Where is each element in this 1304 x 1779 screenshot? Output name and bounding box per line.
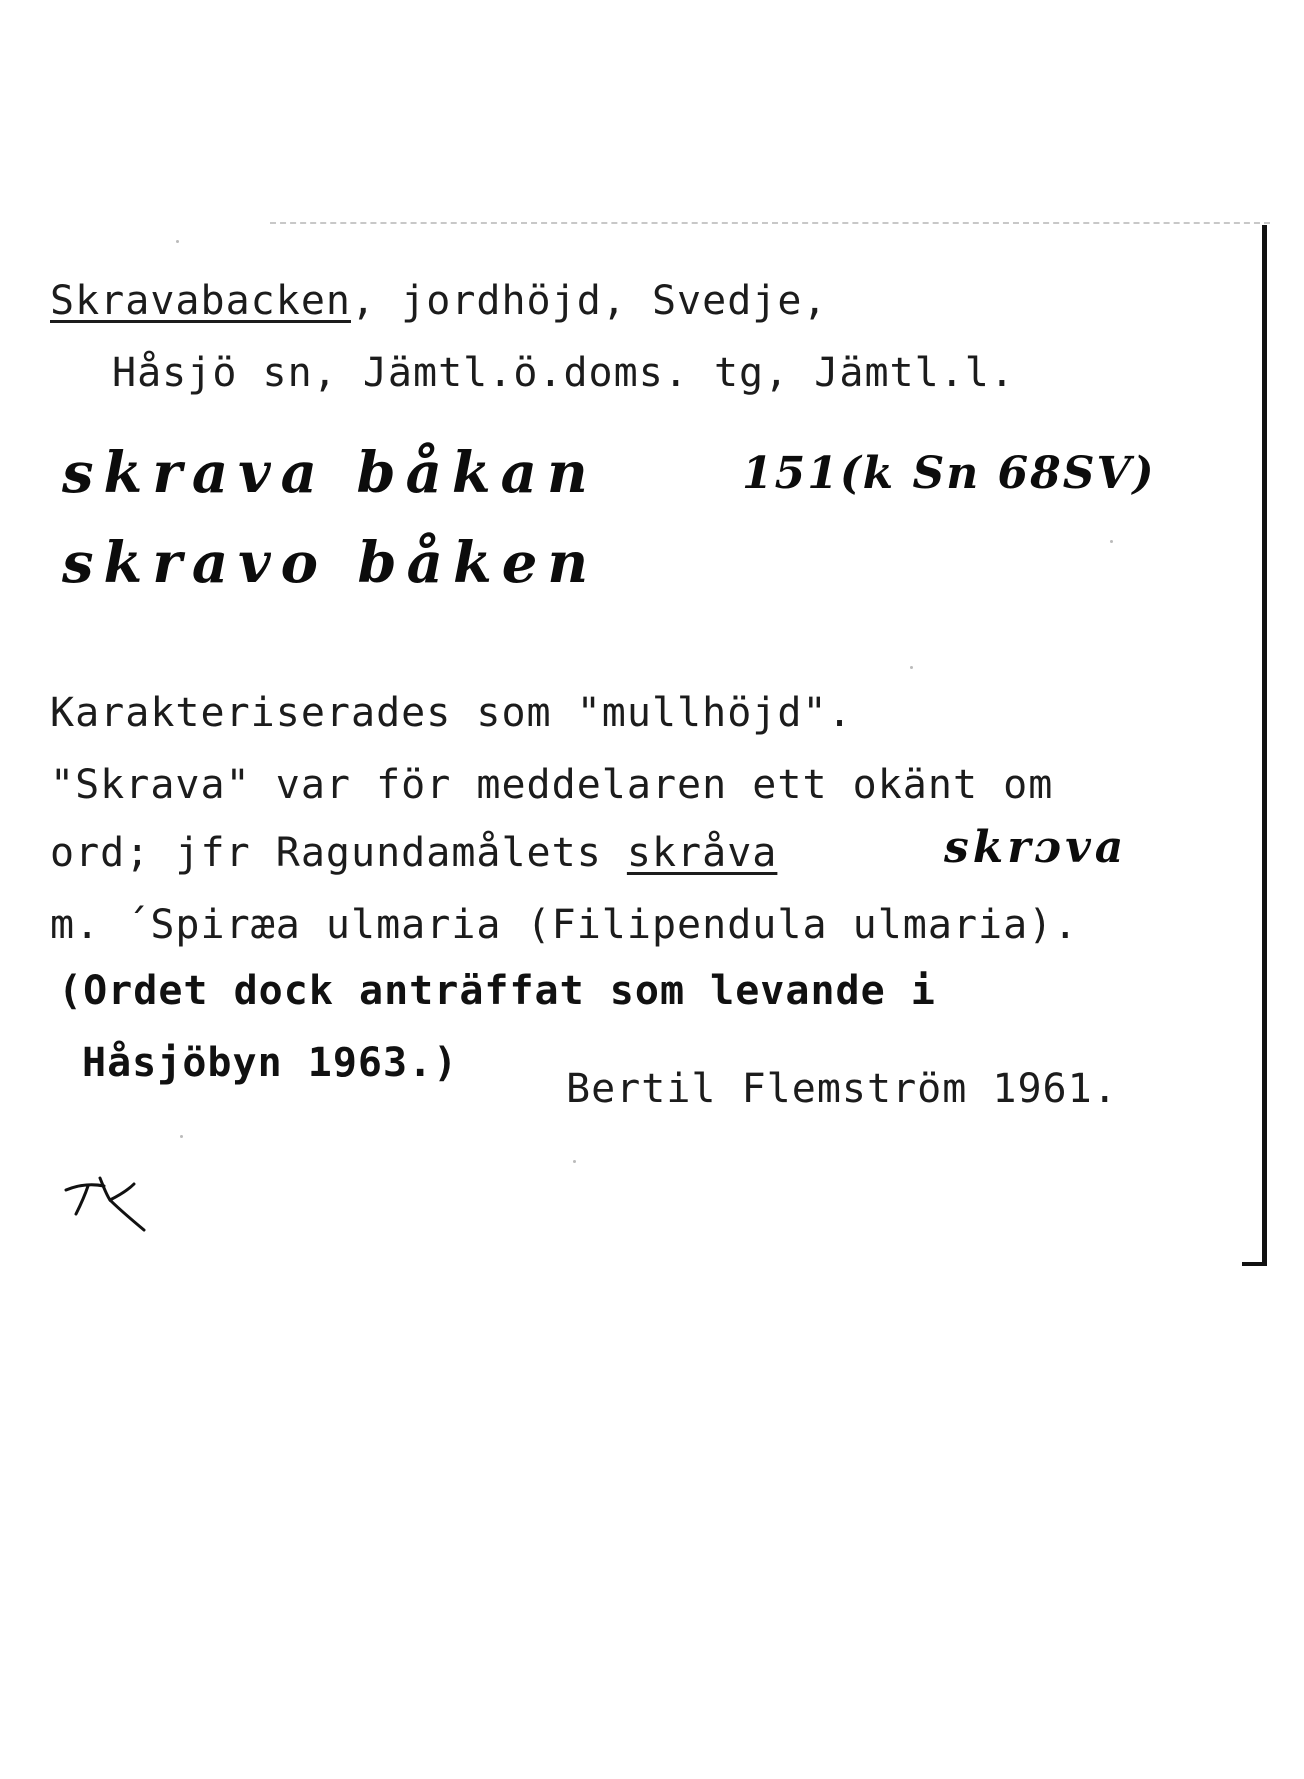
body-line-2: "Skrava" var för meddelaren ett okänt om <box>50 762 1054 808</box>
card-top-edge <box>270 222 1270 224</box>
place-name: Skravabacken <box>50 278 351 324</box>
handwritten-map-reference: 151(k Sn 68SV) <box>742 448 1156 499</box>
scan-speck <box>180 1135 183 1138</box>
initials-mark <box>58 1168 158 1238</box>
scan-speck <box>176 240 179 243</box>
body-line-4: m. ´Spiræa ulmaria (Filipendula ulmaria). <box>50 902 1079 948</box>
note-line-2: Håsjöbyn 1963.) <box>82 1040 459 1086</box>
note-line-1: (Ordet dock anträffat som levande i <box>58 968 936 1014</box>
body-line-3 <box>50 830 777 876</box>
location-line: Håsjö sn, Jämtl.ö.doms. tg, Jämtl.l. <box>112 350 1015 396</box>
handwritten-pronunciation-2: skravo båken <box>62 530 599 596</box>
handwritten-dialect-pronunciation: skrɔva <box>944 822 1128 873</box>
heading-line <box>50 278 828 324</box>
heading-description: , jordhöjd, Svedje, <box>350 278 828 324</box>
body-line-1: Karakteriserades som "mullhöjd". <box>50 690 853 736</box>
handwritten-pronunciation-1: skrava båkan <box>62 440 598 506</box>
body-line-3-text: ord; jfr Ragundamålets <box>50 830 627 876</box>
scan-speck <box>573 1160 576 1163</box>
scan-speck <box>1110 540 1113 543</box>
scan-speck <box>910 666 913 669</box>
dialect-word: skråva <box>626 830 778 876</box>
signature-line: Bertil Flemström 1961. <box>566 1066 1118 1112</box>
card-right-edge-foot <box>1242 1262 1267 1266</box>
card-right-edge <box>1262 225 1267 1265</box>
